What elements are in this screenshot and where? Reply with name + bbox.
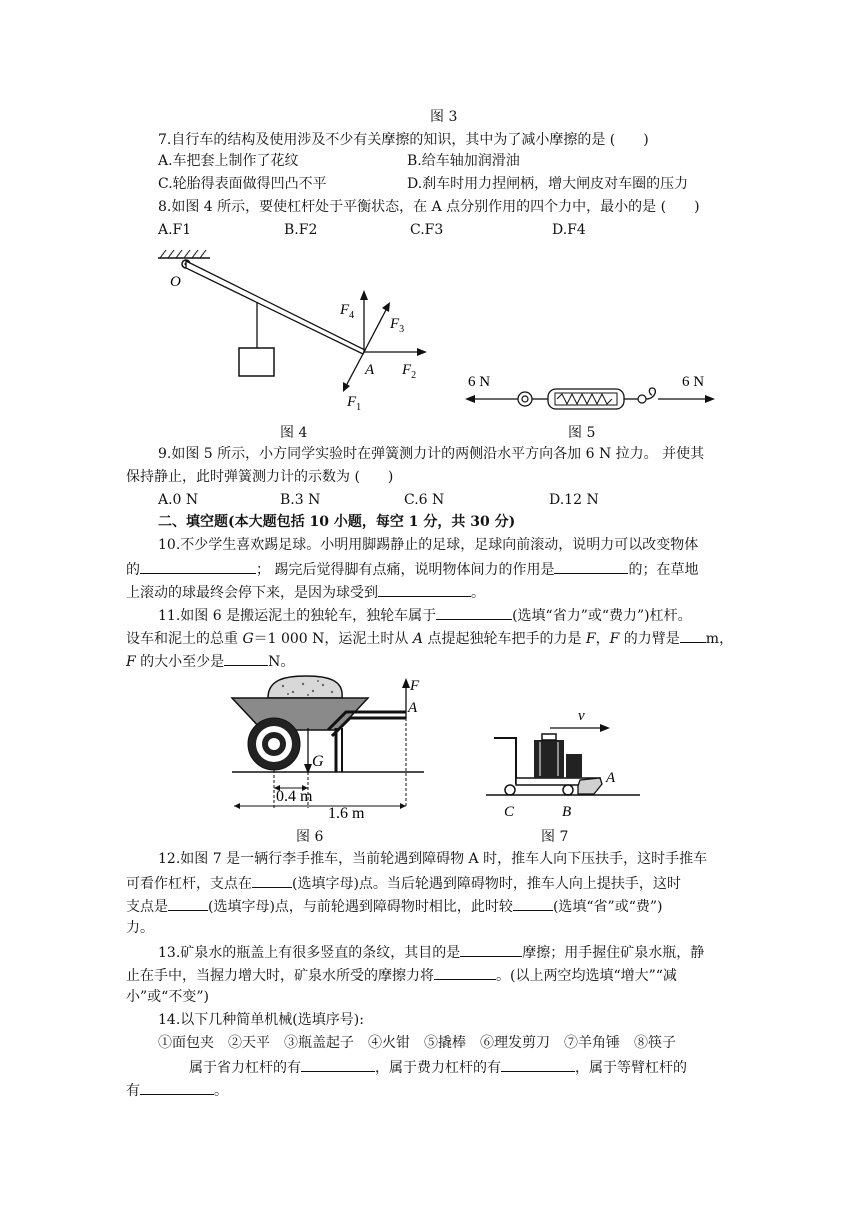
weight-block <box>239 348 274 376</box>
question-7-option-b: B.给车轴加润滑油 <box>407 153 520 169</box>
label-f2: $F_2$ <box>402 362 417 381</box>
dirt-load <box>268 676 342 698</box>
question-8-option-c: C.F3 <box>410 222 444 238</box>
question-9-option-a: A.0 N <box>158 492 199 508</box>
ceiling-hatch <box>160 250 206 258</box>
question-7-option-c: C.轮胎得表面做得凹凸不平 <box>158 176 327 192</box>
question-14-line4: 有 。 <box>126 1079 228 1101</box>
suitcase-small <box>566 754 582 778</box>
question-8-option-a: A.F1 <box>158 222 192 238</box>
question-9-option-d: D.12 N <box>549 492 599 508</box>
figure-5-caption: 图 5 <box>568 425 596 441</box>
blank-10-3[interactable] <box>378 581 471 597</box>
label-c: C <box>504 804 515 820</box>
figure-7-caption: 图 7 <box>541 829 569 845</box>
suitcase-large <box>534 740 564 778</box>
question-12-line2: 可看作杠杆，支点在 (选填字母)点。当后轮遇到障碍物时，推车人向上提扶手，这时 <box>126 872 681 894</box>
question-9-stem-line1: 9.如图 5 所示，小方同学实验时在弹簧测力计的两侧沿水平方向各加 6 N 拉力。 并使其 <box>158 446 705 462</box>
barrow-tray <box>232 698 368 730</box>
question-7-option-d: D.刹车时用力捏闸柄，增大闸皮对车圈的压力 <box>407 176 689 192</box>
question-14-options: ①面包夹 ②天平 ③瓶盖起子 ④火钳 ⑤撬棒 ⑥理发剪刀 ⑦羊角锤 ⑧筷子 <box>158 1035 676 1051</box>
question-11-line1: 11.如图 6 是搬运泥土的独轮车，独轮车属于 (选填“省力”或“费力”)杠杆。 <box>158 604 692 626</box>
label-f3: $F_3$ <box>390 316 405 335</box>
label-f: F <box>410 678 420 694</box>
blank-11-2[interactable] <box>680 627 706 643</box>
question-8-stem: 8.如图 4 所示，要使杠杆处于平衡状态，在 A 点分别作用的四个力中，最小的是 ( ) <box>158 199 700 215</box>
question-9-option-b: B.3 N <box>280 492 321 508</box>
label-g: G <box>312 753 324 770</box>
label-v: v <box>578 708 585 724</box>
label-b: B <box>562 804 572 820</box>
blank-12-2[interactable] <box>168 895 208 911</box>
question-12-line4: 力。 <box>126 920 154 936</box>
lever-bar <box>186 261 365 354</box>
question-7-option-a: A.车把套上制作了花纹 <box>158 153 299 169</box>
question-8-option-d: D.F4 <box>552 222 586 238</box>
blank-12-3[interactable] <box>513 895 553 911</box>
question-10-line1: 10.不少学生喜欢踢足球。小明用脚踢静止的足球，足球向前滚动，说明力可以改变物体 <box>158 537 699 553</box>
wheel-b <box>563 785 573 795</box>
question-12-line3: 支点是 (选填字母)点，与前轮遇到障碍物时相比，此时较 (选填“省”或“费”) <box>126 895 663 917</box>
blank-11-1[interactable] <box>436 604 512 620</box>
question-12-line1: 12.如图 7 是一辆行李手推车，当前轮遇到障碍物 A 时，推车人向下压扶手，这时手推车 <box>158 851 708 867</box>
hook <box>646 388 655 399</box>
trolley-handle <box>494 738 516 784</box>
figure-4-caption: 图 4 <box>280 425 308 441</box>
question-13-line2: 止在手中，当握力增大时，矿泉水所受的摩擦力将 。(以上两空均选填“增大”“减 <box>126 964 677 986</box>
question-10-line3: 上滚动的球最终会停下来，是因为球受到 。 <box>126 581 485 603</box>
blank-10-2[interactable] <box>554 558 628 574</box>
blank-13-2[interactable] <box>434 964 496 980</box>
label-o: O <box>170 274 181 290</box>
question-11-line3: F 的大小至少是 N。 <box>126 650 294 672</box>
blank-11-3[interactable] <box>224 650 268 666</box>
blank-14-3[interactable] <box>140 1079 214 1095</box>
label-f1: $F_1$ <box>347 394 362 413</box>
question-11-line2: 设车和泥土的总重 G＝1 000 N，运泥土时从 A 点提起独轮车把手的力是 F，F 的力臂是 m， <box>126 627 733 649</box>
question-13-line3: 小”或“不变”) <box>126 989 209 1005</box>
blank-12-1[interactable] <box>252 872 292 888</box>
blank-10-1[interactable] <box>140 558 256 574</box>
figure-7-trolley <box>484 706 644 824</box>
question-9-option-c: C.6 N <box>404 492 445 508</box>
figure-4-lever-diagram <box>150 244 450 422</box>
label-a: A <box>606 770 616 786</box>
label-a: A <box>408 700 418 716</box>
wheel-c <box>505 785 515 795</box>
label-a: A <box>365 362 375 378</box>
dimension-16m: 1.6 m <box>328 805 365 822</box>
obstacle-a <box>578 778 602 794</box>
dimension-04m: 0.4 m <box>276 788 313 805</box>
label-f4: $F_4$ <box>340 302 355 321</box>
force-f1-arrow <box>346 352 364 386</box>
blank-14-2[interactable] <box>501 1056 575 1072</box>
figure-6-wheelbarrow <box>228 672 428 822</box>
question-14-line3: 属于省力杠杆的有 ，属于费力杠杆的有 ，属于等臂杠杆的 <box>189 1056 687 1078</box>
question-7-stem: 7.自行车的结构及使用涉及不少有关摩擦的知识，其中为了减小摩擦的是 ( ) <box>158 132 649 148</box>
blank-13-1[interactable] <box>460 941 522 957</box>
figure-3-caption: 图 3 <box>430 109 458 125</box>
question-10-line2: 的 ； 踢完后觉得脚有点痛，说明物体间力的作用是 的；在草地 <box>126 558 698 580</box>
section-2-heading: 二、填空题(本大题包括 10 小题，每空 1 分，共 30 分) <box>158 514 516 530</box>
question-9-stem-line2: 保持静止，此时弹簧测力计的示数为 ( ) <box>126 469 394 485</box>
right-force-label: 6 N <box>682 374 705 390</box>
blank-14-1[interactable] <box>301 1056 375 1072</box>
left-force-label: 6 N <box>468 374 491 390</box>
figure-6-caption: 图 6 <box>296 829 324 845</box>
question-8-option-b: B.F2 <box>284 222 318 238</box>
question-13-line1: 13.矿泉水的瓶盖上有很多竖直的条纹，其目的是 摩擦；用手握住矿泉水瓶，静 <box>158 941 704 963</box>
figure-5-spring-scale <box>462 366 722 416</box>
force-f3-arrow <box>364 308 387 352</box>
question-14-line1: 14.以下几种简单机械(选填序号): <box>158 1012 364 1028</box>
